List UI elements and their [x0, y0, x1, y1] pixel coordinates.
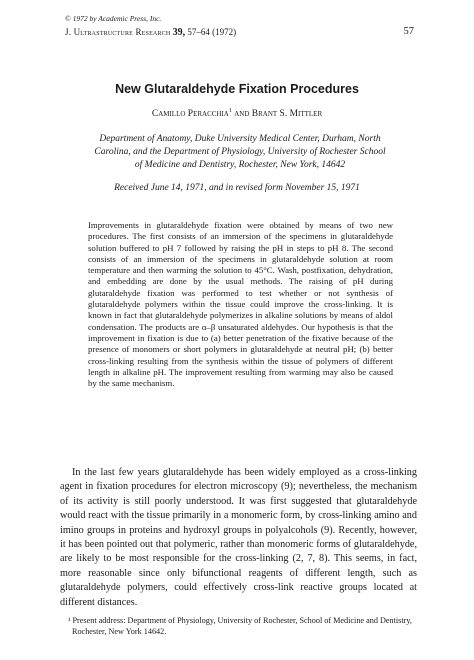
- footnote: [60, 616, 417, 637]
- journal-citation: [65, 27, 420, 38]
- abstract-text: Improvements in glutaraldehyde fixation were obtained by means of two new procedures. The first consists of an immersion of the specimens in glutaraldehyde solution buffered to pH 7 followed by raising the pH in steps to pH 8. The second consists of an immersion of the specimens in glutaraldehyde solution at room temperature and then warming the solution to 45°C. Wash, postfixation, dehydration, and embedding are done by the usual methods. The raising of pH during glutaraldehyde fixation was performed to test whether or not synthesis of glutaraldehyde polymers within the tissue could improve the cross-linking. It is known in fact that glutaraldehyde polymerizes in alkaline solutions by means of aldol condensation. The products are α–β unsaturated aldehydes. Our hypothesis is that the improvement in fixation is due to (a) better penetration of the fixative because of the presence of monomers or short polymers in glutaraldehyde at neutral pH; (b) better cross-linking resulting from the synthesis within the tissue of polymers of different length in alkaline pH. The improvement resulting from warming may also be caused by the same mechanism.: [88, 220, 393, 389]
- received-dates: Received June 14, 1971, and in revised form November 15, 1971: [114, 183, 360, 193]
- page-number: 57: [403, 26, 414, 37]
- abstract: [88, 220, 393, 389]
- author-name: Camillo Peracchia: [151, 109, 229, 120]
- footnote-text: ¹ Present address: Department of Physiology, University of Rochester, School of Medicine and Dentistry, Rochester, New York 14642.: [68, 616, 412, 636]
- author-name: Brant S. Mittler: [251, 109, 323, 120]
- footnote-marker: 1: [228, 108, 232, 114]
- author-line: [0, 108, 474, 119]
- body-paragraph: In the last few years glutaraldehyde has been widely employed as a cross-linking agent in fixation procedures for electron microscopy (9); nevertheless, the mechanism of its activity is still poorly understood. It was first suggested that glutaraldehyde would react with the tissue primarily in a monomeric form, by cross-linking amino and imino groups in proteins and hydroxyl groups in polyalcohols (9). Recently, however, it has been pointed out that polymeric, rather than monomeric forms of glutaraldehyde, are likely to be most responsible for the cross-linking (2, 7, 8). This seems, in fact, more reasonable since only bifunctional reagents of different length, such as glutaraldehyde polymers, could effectively cross-link reactive groups located at different distances.: [60, 467, 417, 608]
- author-conjunction: and: [234, 109, 250, 120]
- journal-name: J. Ultrastructure Research: [65, 27, 171, 37]
- body-text: [60, 466, 417, 610]
- journal-volume: 39,: [172, 27, 186, 38]
- article-title: New Glutaraldehyde Fixation Procedures: [115, 82, 359, 96]
- journal-pages-year: 57–64 (1972): [187, 27, 237, 37]
- author-affiliation: Department of Anatomy, Duke University Medical Center, Durham, North Carolina, and the Department of Physiology, University of Rochester School of Medicine and Dentistry, Rochester, New York, 14642: [94, 134, 386, 170]
- copyright-notice: © 1972 by Academic Press, Inc.: [65, 14, 162, 23]
